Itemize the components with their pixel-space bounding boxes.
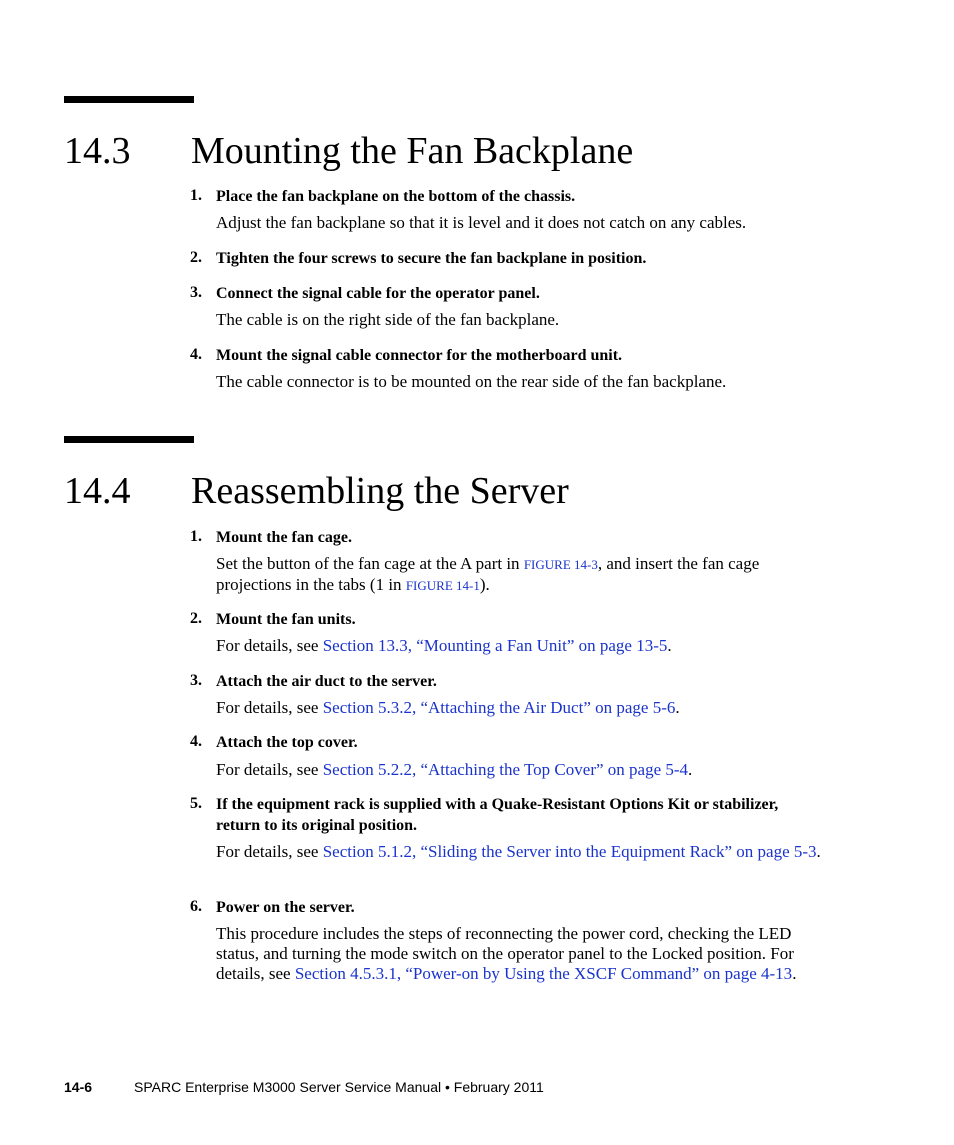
- page-number: 14-6: [64, 1079, 93, 1095]
- step-title: Attach the top cover.: [216, 734, 358, 751]
- step-body: Adjust the fan backplane so that it is level and it does not catch on any cables.: [216, 213, 747, 232]
- step-body: [216, 842, 836, 862]
- section-number: 14.4: [64, 470, 131, 512]
- body-text-segment: , and insert the fan cage projections in the tabs (1 in: [216, 554, 760, 594]
- section-number: 14.3: [64, 130, 131, 172]
- body-text-segment: .: [675, 698, 680, 717]
- body-text-segment: Set the button of the fan cage at the A part in: [216, 554, 524, 573]
- step-body: [216, 698, 836, 718]
- step-number: 5.: [190, 795, 202, 812]
- body-text-segment: .: [688, 760, 693, 779]
- body-text-segment: For details, see: [216, 842, 323, 861]
- step-body: The cable is on the right side of the fan backplane.: [216, 310, 560, 329]
- body-text-segment: For details, see: [216, 698, 323, 717]
- section-rule-14-4: [64, 436, 194, 443]
- cross-reference-link[interactable]: Section 5.2.2, “Attaching the Top Cover” on page 5-4: [322, 760, 689, 779]
- step-title: Mount the signal cable connector for the motherboard unit.: [216, 347, 623, 364]
- step-title: Attach the air duct to the server.: [216, 673, 437, 690]
- step-title: Power on the server.: [216, 899, 355, 916]
- step-title: If the equipment rack is supplied with a Quake-Resistant Options Kit or stabilizer, return to its original position.: [216, 796, 779, 834]
- step-number: 2.: [190, 249, 202, 266]
- figure-link[interactable]: FIGURE 14-1: [405, 578, 480, 593]
- step-number: 3.: [190, 284, 202, 301]
- step-title: Connect the signal cable for the operator panel.: [216, 285, 540, 302]
- step-number: 1.: [190, 528, 202, 545]
- step-body: The cable connector is to be mounted on the rear side of the fan backplane.: [216, 372, 727, 391]
- step-body: [216, 924, 836, 984]
- body-text-segment: .: [667, 636, 672, 655]
- step-title: Mount the fan units.: [216, 611, 356, 628]
- step-title: Place the fan backplane on the bottom of the chassis.: [216, 188, 576, 205]
- cross-reference-link[interactable]: Section 5.3.2, “Attaching the Air Duct” on page 5-6: [322, 698, 676, 717]
- step-title: Tighten the four screws to secure the fan backplane in position.: [216, 250, 647, 267]
- step-body: [216, 760, 836, 780]
- figure-link[interactable]: FIGURE 14-3: [523, 557, 598, 572]
- step-number: 4.: [190, 733, 202, 750]
- body-text-segment: ).: [479, 575, 490, 594]
- step-number: 3.: [190, 672, 202, 689]
- body-text-segment: For details, see: [216, 760, 323, 779]
- cross-reference-link[interactable]: Section 5.1.2, “Sliding the Server into the Equipment Rack” on page 5-3: [322, 842, 817, 861]
- section-rule-14-3: [64, 96, 194, 103]
- cross-reference-link[interactable]: Section 4.5.3.1, “Power-on by Using the XSCF Command” on page 4-13: [294, 964, 793, 983]
- body-text-segment: .: [816, 842, 821, 861]
- step-body: [216, 636, 836, 656]
- step-number: 4.: [190, 346, 202, 363]
- cross-reference-link[interactable]: Section 13.3, “Mounting a Fan Unit” on page 13-5: [322, 636, 668, 655]
- section-title-text: Reassembling the Server: [191, 470, 569, 512]
- step-title: Mount the fan cage.: [216, 529, 352, 546]
- step-number: 1.: [190, 187, 202, 204]
- section-title-text: Mounting the Fan Backplane: [191, 130, 634, 172]
- body-text-segment: .: [792, 964, 797, 983]
- body-text-segment: For details, see: [216, 636, 323, 655]
- step-number: 2.: [190, 610, 202, 627]
- step-body: [216, 554, 836, 596]
- body-text-segment: This procedure includes the steps of reconnecting the power cord, checking the LED status, and turning the mode switch on the operator panel to the Locked position. For details, see: [216, 924, 794, 983]
- step-number: 6.: [190, 898, 202, 915]
- document-title: SPARC Enterprise M3000 Server Service Manual • February 2011: [134, 1079, 544, 1095]
